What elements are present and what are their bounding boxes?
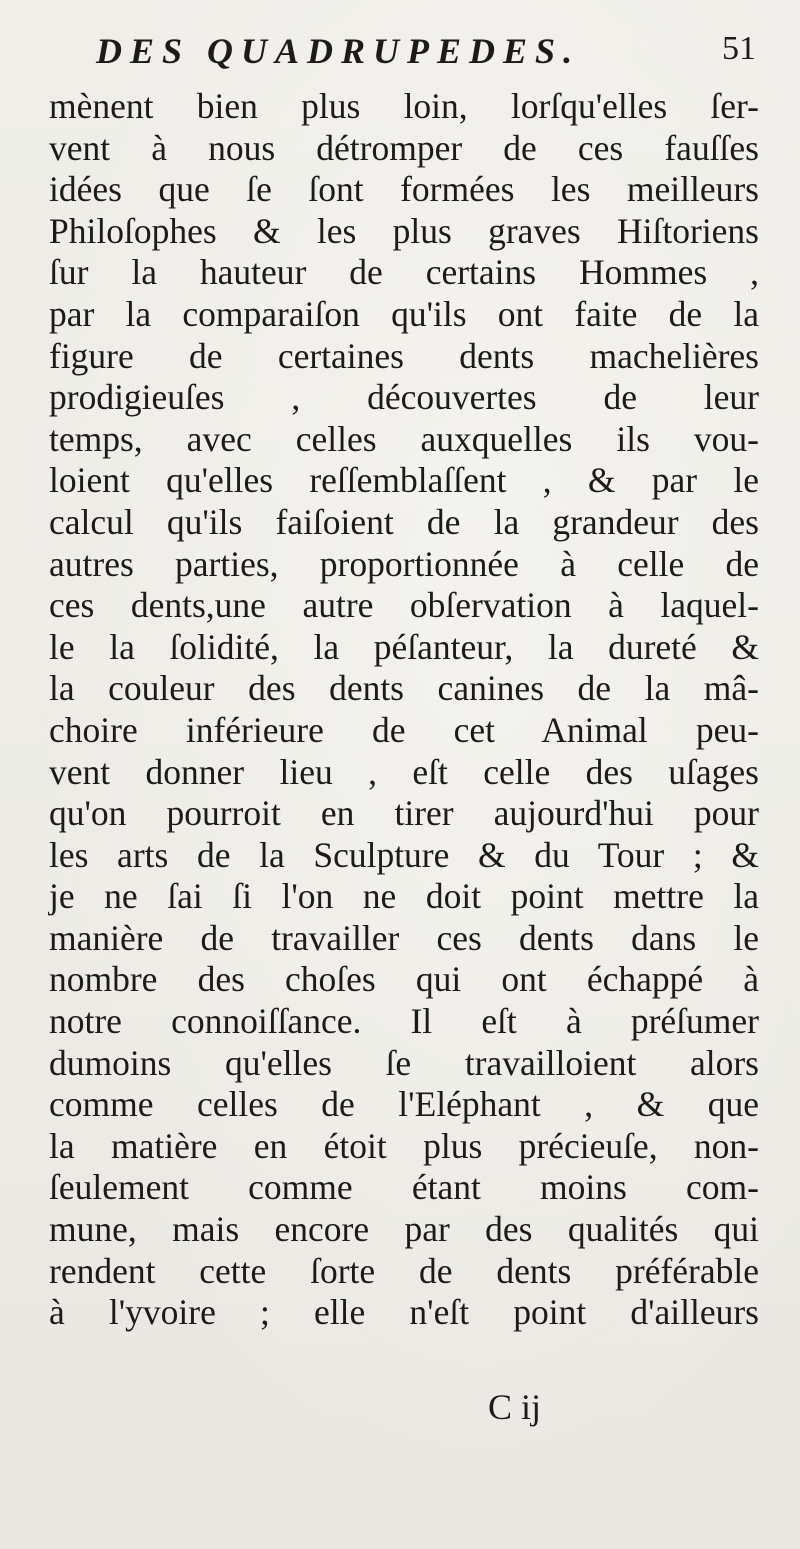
text-line: manière de travailler ces dents dans le: [49, 917, 759, 958]
text-line: par la comparaiſon qu'ils ont faite de la: [49, 293, 759, 334]
text-line: ſur la hauteur de certains Hommes ,: [49, 252, 759, 293]
text-line: je ne ſai ſi l'on ne doit point mettre la: [49, 876, 759, 917]
text-line: dumoins qu'elles ſe travailloient alors: [49, 1042, 759, 1083]
text-line: le la ſolidité, la péſanteur, la dureté &: [49, 626, 759, 667]
page-number: 51: [722, 30, 756, 67]
body-text: [49, 86, 759, 1334]
text-line: la couleur des dents canines de la mâ-: [49, 668, 759, 709]
text-line: vent à nous détromper de ces fauſſes: [49, 127, 759, 168]
page-header: [96, 30, 756, 82]
text-line: rendent cette ſorte de dents préférable: [49, 1250, 759, 1291]
text-line: vent donner lieu , eſt celle des uſages: [49, 751, 759, 792]
text-line: qu'on pourroit en tirer aujourd'hui pour: [49, 793, 759, 834]
text-line: mènent bien plus loin, lorſqu'elles ſer-: [49, 86, 759, 126]
text-line: les arts de la Sculpture & du Tour ; &: [49, 834, 759, 875]
signature-mark: C ij: [488, 1387, 542, 1427]
text-line: choire inférieure de cet Animal peu-: [49, 709, 759, 750]
text-line: calcul qu'ils faiſoient de la grandeur des: [49, 501, 759, 542]
text-line: prodigieuſes , découvertes de leur: [49, 377, 759, 418]
text-line: la matière en étoit plus précieuſe, non-: [49, 1125, 759, 1166]
running-head: DES QUADRUPEDES.: [96, 31, 581, 71]
text-line: mune, mais encore par des qualités qui: [49, 1209, 759, 1250]
text-line: à l'yvoire ; elle n'eſt point d'ailleurs: [49, 1292, 759, 1333]
text-line: ſeulement comme étant moins com-: [49, 1167, 759, 1208]
text-line: notre connoiſſance. Il eſt à préſumer: [49, 1001, 759, 1042]
text-line: comme celles de l'Eléphant , & que: [49, 1084, 759, 1125]
text-line: loient qu'elles reſſemblaſſent , & par le: [49, 460, 759, 501]
text-line: figure de certaines dents machelières: [49, 335, 759, 376]
text-line: ces dents,une autre obſervation à laquel-: [49, 585, 759, 626]
text-line: autres parties, proportionnée à celle de: [49, 543, 759, 584]
text-line: nombre des choſes qui ont échappé à: [49, 959, 759, 1000]
text-line: Philoſophes & les plus graves Hiſtoriens: [49, 210, 759, 251]
text-line: temps, avec celles auxquelles ils vou-: [49, 418, 759, 459]
text-line: idées que ſe ſont formées les meilleurs: [49, 169, 759, 210]
